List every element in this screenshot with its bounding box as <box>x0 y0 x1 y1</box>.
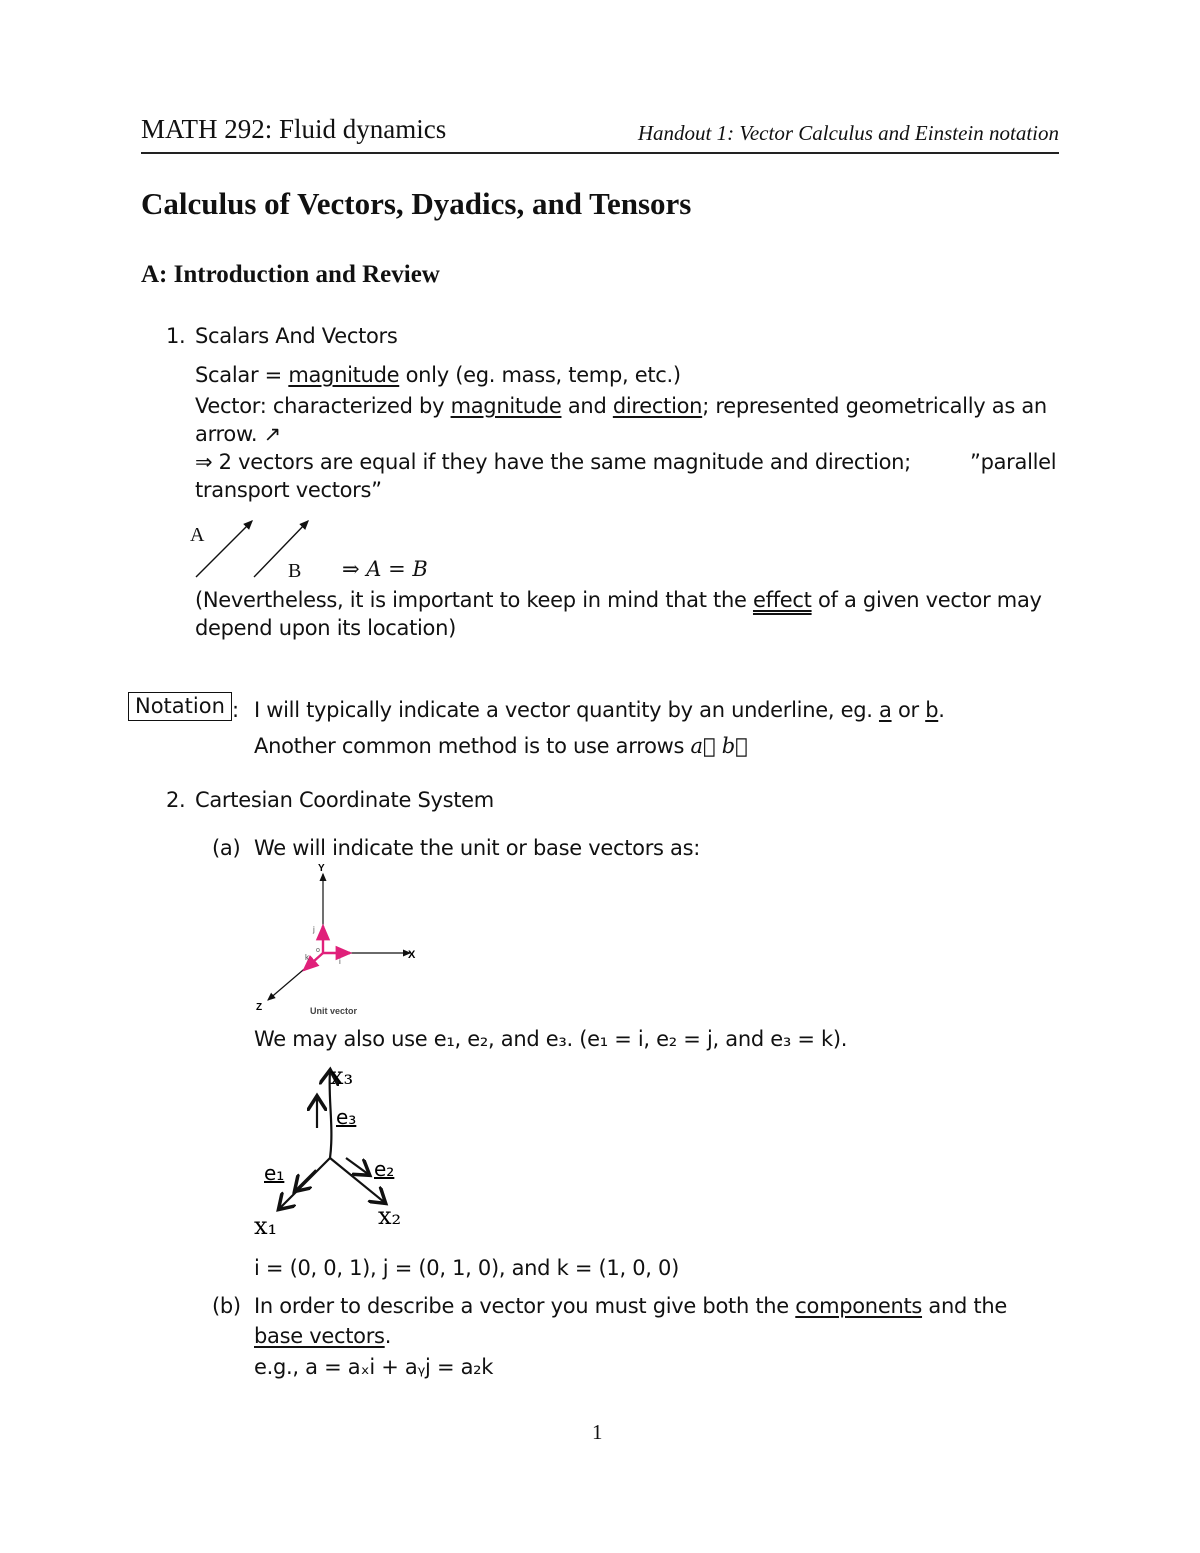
nevertheless-line2: depend upon its location) <box>195 616 456 640</box>
unit-vector-figure <box>250 860 430 1020</box>
item2b-label: (b) <box>212 1294 241 1318</box>
handdrawn-axes-figure <box>250 1058 430 1238</box>
header-rule <box>141 152 1059 154</box>
eg-line: e.g., a = aₓi + aᵧj = a₂k <box>254 1355 494 1379</box>
vector-line <box>195 392 1059 420</box>
b-base-vectors: base vectors <box>254 1324 385 1348</box>
e1-arrow <box>296 1170 316 1190</box>
notation-line1 <box>254 696 945 724</box>
e3-label: e₃ <box>336 1105 357 1129</box>
nev-pre: (Nevertheless, it is important to keep in mind that the <box>195 588 753 612</box>
notation-pre: I will typically indicate a vector quantity by an underline, eg. <box>254 698 879 722</box>
scalar-line <box>195 361 681 389</box>
item2b-line1 <box>254 1292 1059 1320</box>
vector-pre: Vector: characterized by <box>195 394 451 418</box>
unit-vector-caption: Unit vector <box>310 1006 358 1016</box>
equal-line: ⇒ 2 vectors are equal if they have the same magnitude and direction; <box>195 450 911 474</box>
arrow-line: arrow. ↗ <box>195 422 281 446</box>
page-number: 1 <box>592 1420 603 1444</box>
vector-direction: direction <box>612 394 703 418</box>
j-label: j <box>313 925 315 934</box>
notation-box: Notation <box>128 692 232 721</box>
i-label: i <box>339 957 341 966</box>
notation-line2-text: Another common method is to use arrows <box>254 734 691 758</box>
page-title: Calculus of Vectors, Dyadics, and Tensors <box>141 186 692 221</box>
notation-a: a <box>878 698 892 722</box>
z-label: Z <box>256 1002 263 1013</box>
notation-line2 <box>254 732 747 760</box>
b-post: and the <box>922 1294 1007 1318</box>
item2a-text: We will indicate the unit or base vectors as: <box>254 836 701 860</box>
e2-arrow <box>346 1158 368 1174</box>
vector-magnitude: magnitude <box>450 394 562 418</box>
e2-label: e₂ <box>374 1157 395 1181</box>
item1-heading: Scalars And Vectors <box>195 324 398 348</box>
item2-number: 2. <box>166 788 186 812</box>
e1-label: e₁ <box>264 1161 285 1185</box>
b-pre: In order to describe a vector you must give both the <box>254 1294 796 1318</box>
also-use-line: We may also use e₁, e₂, and e₃. (e₁ = i, e₂ = j, and e₃ = k). <box>254 1027 848 1051</box>
notation-or: or <box>891 698 926 722</box>
nev-post: of a given vector may <box>811 588 1042 612</box>
handout-title: Handout 1: Vector Calculus and Einstein notation <box>637 121 1059 145</box>
notation-dot: . <box>938 698 945 722</box>
item2-heading: Cartesian Coordinate System <box>195 788 494 812</box>
item1-number: 1. <box>166 324 186 348</box>
x3-label: x₃ <box>330 1062 354 1090</box>
vector-mid: and <box>561 394 613 418</box>
label-a: A <box>190 524 205 546</box>
k-label: k <box>305 953 309 962</box>
x2-label: x₂ <box>378 1202 402 1230</box>
scalar-magnitude: magnitude <box>288 363 400 387</box>
nev-effect: effect <box>752 588 812 612</box>
a-equals-b: ⇒ A = B <box>342 557 428 581</box>
nevertheless-line <box>195 586 1059 614</box>
x-label: X <box>408 949 416 961</box>
x1-label: x₁ <box>254 1212 278 1238</box>
notation-b: b <box>925 698 939 722</box>
b-end: . <box>384 1324 392 1348</box>
scalar-post: only (eg. mass, temp, etc.) <box>399 363 681 387</box>
section-heading: A: Introduction and Review <box>141 261 440 288</box>
origin-label: o <box>316 947 320 954</box>
course-title: MATH 292: Fluid dynamics <box>141 114 447 144</box>
y-label: Y <box>318 863 325 874</box>
notation-arrows: a⃗ b⃗ <box>690 734 748 758</box>
item2a-label: (a) <box>212 836 241 860</box>
item2b-line2 <box>254 1322 391 1350</box>
ijk-line: i = (0, 0, 1), j = (0, 1, 0), and k = (1, 0, 0) <box>254 1256 679 1280</box>
scalar-pre: Scalar = <box>195 363 289 387</box>
label-b: B <box>288 560 302 582</box>
transport-line: transport vectors” <box>195 478 382 502</box>
b-components: components <box>795 1294 923 1318</box>
vector-post: ; represented geometrically as an <box>702 394 1047 418</box>
parallel-quote: ”parallel <box>970 450 1057 474</box>
x1-axis <box>280 1158 330 1208</box>
notation-colon: : <box>232 698 239 722</box>
